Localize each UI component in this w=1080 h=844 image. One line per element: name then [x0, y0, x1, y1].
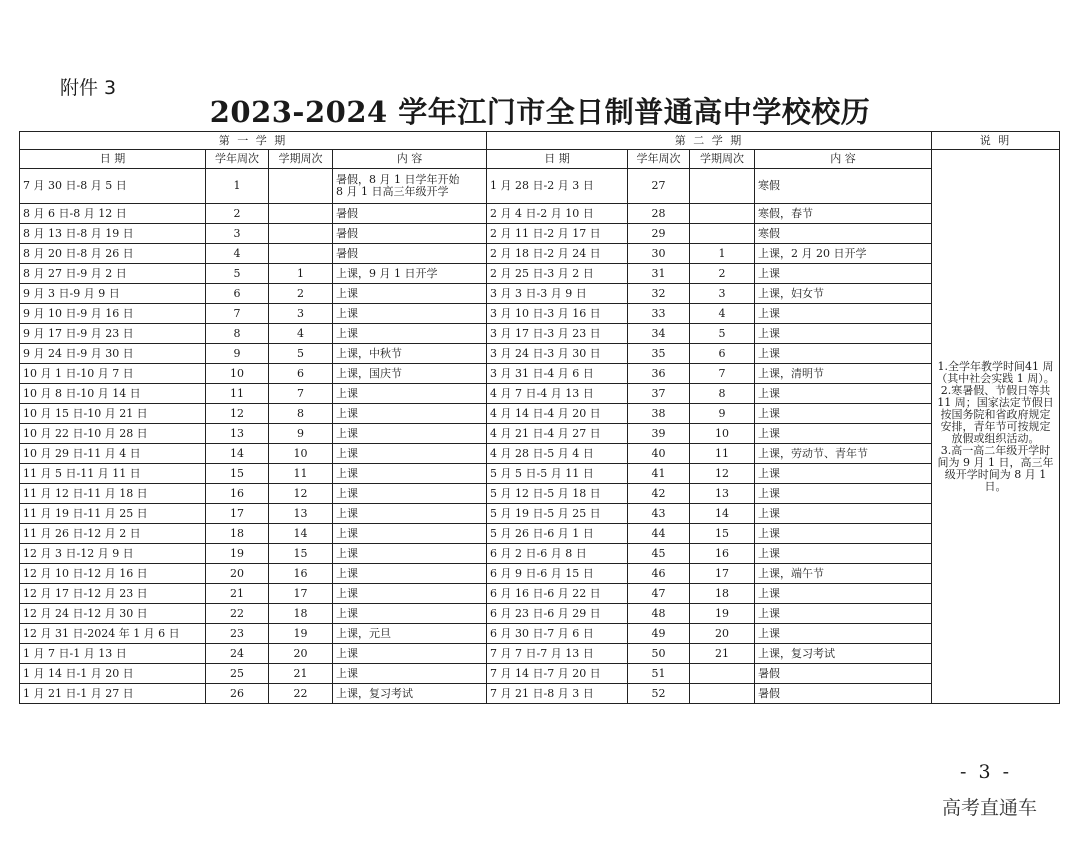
cell-year-week-2: 42	[628, 484, 690, 504]
cell-term-week-1: 14	[269, 524, 333, 544]
cell-date-2: 2 月 18 日-2 月 24 日	[487, 244, 628, 264]
cell-date-2: 3 月 3 日-3 月 9 日	[487, 284, 628, 304]
semester2-header: 第 二 学 期	[487, 132, 932, 150]
cell-year-week-2: 52	[628, 684, 690, 704]
cell-term-week-2: 15	[690, 524, 755, 544]
notes-header: 说 明	[932, 132, 1060, 150]
cell-year-week-2: 37	[628, 384, 690, 404]
table-row	[20, 664, 1060, 684]
cell-term-week-1: 2	[269, 284, 333, 304]
cell-content-1: 上课	[333, 544, 487, 564]
cell-term-week-2: 18	[690, 584, 755, 604]
cell-year-week-2: 34	[628, 324, 690, 344]
cell-term-week-1: 8	[269, 404, 333, 424]
cell-year-week-1: 12	[206, 404, 269, 424]
cell-year-week-2: 30	[628, 244, 690, 264]
cell-year-week-1: 19	[206, 544, 269, 564]
cell-term-week-2: 6	[690, 344, 755, 364]
table-row	[20, 224, 1060, 244]
note-1: 1.全学年教学时间41 周（其中社会实践 1 周）。	[936, 359, 1055, 385]
cell-date-1: 12 月 17 日-12 月 23 日	[20, 584, 206, 604]
table-row	[20, 364, 1060, 384]
cell-date-2: 6 月 16 日-6 月 22 日	[487, 584, 628, 604]
cell-term-week-2: 20	[690, 624, 755, 644]
cell-term-week-2: 2	[690, 264, 755, 284]
cell-term-week-2: 13	[690, 484, 755, 504]
table-row	[20, 444, 1060, 464]
cell-term-week-2	[690, 169, 755, 204]
cell-year-week-2: 39	[628, 424, 690, 444]
cell-date-1: 11 月 12 日-11 月 18 日	[20, 484, 206, 504]
table-row	[20, 344, 1060, 364]
cell-content-1: 上课	[333, 564, 487, 584]
cell-content-2: 上课	[755, 484, 932, 504]
cell-year-week-2: 31	[628, 264, 690, 284]
cell-year-week-1: 13	[206, 424, 269, 444]
cell-content-2: 上课	[755, 604, 932, 624]
cell-year-week-2: 38	[628, 404, 690, 424]
cell-year-week-1: 11	[206, 384, 269, 404]
cell-date-1: 12 月 24 日-12 月 30 日	[20, 604, 206, 624]
cell-term-week-1: 13	[269, 504, 333, 524]
col-date-2: 日 期	[487, 150, 628, 169]
cell-year-week-1: 1	[206, 169, 269, 204]
cell-year-week-2: 28	[628, 204, 690, 224]
cell-date-1: 11 月 5 日-11 月 11 日	[20, 464, 206, 484]
cell-year-week-1: 7	[206, 304, 269, 324]
cell-content-2: 上课	[755, 264, 932, 284]
cell-term-week-1	[269, 244, 333, 264]
cell-date-1: 8 月 6 日-8 月 12 日	[20, 204, 206, 224]
cell-date-2: 4 月 21 日-4 月 27 日	[487, 424, 628, 444]
cell-date-1: 12 月 10 日-12 月 16 日	[20, 564, 206, 584]
cell-content-2: 上课，劳动节、青年节	[755, 444, 932, 464]
cell-date-1: 12 月 3 日-12 月 9 日	[20, 544, 206, 564]
cell-year-week-2: 45	[628, 544, 690, 564]
page-number: - 3 -	[960, 761, 1013, 783]
cell-content-1: 上课	[333, 604, 487, 624]
cell-term-week-2	[690, 224, 755, 244]
cell-date-1: 10 月 15 日-10 月 21 日	[20, 404, 206, 424]
cell-year-week-1: 10	[206, 364, 269, 384]
cell-year-week-2: 36	[628, 364, 690, 384]
cell-year-week-2: 41	[628, 464, 690, 484]
cell-content-1: 上课	[333, 464, 487, 484]
cell-content-1: 上课	[333, 644, 487, 664]
cell-term-week-1: 7	[269, 384, 333, 404]
cell-date-2: 7 月 21 日-8 月 3 日	[487, 684, 628, 704]
cell-date-2: 1 月 28 日-2 月 3 日	[487, 169, 628, 204]
table-row	[20, 584, 1060, 604]
cell-term-week-2: 8	[690, 384, 755, 404]
cell-date-2: 7 月 14 日-7 月 20 日	[487, 664, 628, 684]
cell-content-1: 上课	[333, 404, 487, 424]
cell-date-1: 8 月 20 日-8 月 26 日	[20, 244, 206, 264]
table-row	[20, 684, 1060, 704]
cell-content-1: 上课	[333, 324, 487, 344]
cell-date-1: 11 月 19 日-11 月 25 日	[20, 504, 206, 524]
cell-content-1: 上课，复习考试	[333, 684, 487, 704]
cell-date-2: 6 月 9 日-6 月 15 日	[487, 564, 628, 584]
cell-year-week-2: 46	[628, 564, 690, 584]
cell-content-1-line-2: 8 月 1 日高三年级开学	[336, 185, 449, 198]
cell-year-week-1: 4	[206, 244, 269, 264]
cell-date-1: 10 月 29 日-11 月 4 日	[20, 444, 206, 464]
cell-content-2: 上课	[755, 584, 932, 604]
table-row	[20, 464, 1060, 484]
cell-date-2: 6 月 23 日-6 月 29 日	[487, 604, 628, 624]
cell-content-2: 上课	[755, 624, 932, 644]
cell-date-1: 1 月 21 日-1 月 27 日	[20, 684, 206, 704]
cell-content-2: 上课	[755, 384, 932, 404]
cell-term-week-1: 15	[269, 544, 333, 564]
cell-content-2: 上课，2 月 20 日开学	[755, 244, 932, 264]
cell-year-week-2: 29	[628, 224, 690, 244]
cell-date-1: 1 月 14 日-1 月 20 日	[20, 664, 206, 684]
cell-content-2: 上课	[755, 344, 932, 364]
cell-date-2: 2 月 4 日-2 月 10 日	[487, 204, 628, 224]
col-content-1: 内 容	[333, 150, 487, 169]
table-row	[20, 244, 1060, 264]
cell-date-2: 3 月 10 日-3 月 16 日	[487, 304, 628, 324]
cell-date-1: 11 月 26 日-12 月 2 日	[20, 524, 206, 544]
cell-year-week-2: 43	[628, 504, 690, 524]
cell-date-1: 1 月 7 日-1 月 13 日	[20, 644, 206, 664]
cell-date-2: 2 月 25 日-3 月 2 日	[487, 264, 628, 284]
cell-year-week-2: 47	[628, 584, 690, 604]
cell-year-week-1: 8	[206, 324, 269, 344]
cell-content-2: 上课	[755, 464, 932, 484]
col-content-2: 内 容	[755, 150, 932, 169]
cell-content-1: 上课	[333, 484, 487, 504]
cell-year-week-2: 33	[628, 304, 690, 324]
cell-content-2: 上课	[755, 404, 932, 424]
cell-term-week-2	[690, 204, 755, 224]
cell-term-week-1: 5	[269, 344, 333, 364]
cell-content-1: 上课	[333, 664, 487, 684]
cell-term-week-2: 17	[690, 564, 755, 584]
cell-date-2: 5 月 19 日-5 月 25 日	[487, 504, 628, 524]
cell-term-week-1: 3	[269, 304, 333, 324]
note-2: 2.寒暑假、节假日等共 11 周；国家法定节假日按国务院和省政府规定安排，青年节可按规定放假或组织活动。	[937, 383, 1054, 445]
cell-term-week-1: 16	[269, 564, 333, 584]
cell-year-week-2: 44	[628, 524, 690, 544]
cell-term-week-2	[690, 684, 755, 704]
cell-date-2: 6 月 30 日-7 月 6 日	[487, 624, 628, 644]
note-3: 3.高一高二年级开学时间为 9 月 1 日，高三年级开学时间为 8 月 1 日。	[937, 443, 1054, 493]
cell-date-2: 5 月 12 日-5 月 18 日	[487, 484, 628, 504]
cell-year-week-1: 17	[206, 504, 269, 524]
cell-content-1: 暑假	[333, 204, 487, 224]
cell-term-week-1: 12	[269, 484, 333, 504]
watermark: 高考直通车	[942, 797, 1038, 819]
cell-year-week-1: 25	[206, 664, 269, 684]
cell-content-2: 上课，妇女节	[755, 284, 932, 304]
cell-term-week-1: 21	[269, 664, 333, 684]
table-row	[20, 544, 1060, 564]
cell-year-week-1: 20	[206, 564, 269, 584]
cell-content-1	[333, 169, 487, 204]
cell-date-2: 4 月 14 日-4 月 20 日	[487, 404, 628, 424]
table-row	[20, 604, 1060, 624]
cell-date-1: 9 月 24 日-9 月 30 日	[20, 344, 206, 364]
cell-term-week-2: 16	[690, 544, 755, 564]
cell-term-week-2: 12	[690, 464, 755, 484]
cell-year-week-1: 5	[206, 264, 269, 284]
table-row	[20, 304, 1060, 324]
cell-year-week-2: 40	[628, 444, 690, 464]
cell-year-week-2: 27	[628, 169, 690, 204]
cell-term-week-1: 11	[269, 464, 333, 484]
cell-content-2: 寒假	[755, 224, 932, 244]
cell-date-1: 9 月 10 日-9 月 16 日	[20, 304, 206, 324]
cell-date-1: 10 月 1 日-10 月 7 日	[20, 364, 206, 384]
cell-content-2: 上课	[755, 504, 932, 524]
table-row	[20, 424, 1060, 444]
cell-date-2: 5 月 26 日-6 月 1 日	[487, 524, 628, 544]
table-row	[20, 624, 1060, 644]
cell-year-week-1: 16	[206, 484, 269, 504]
cell-content-2: 上课	[755, 544, 932, 564]
cell-content-1: 上课	[333, 384, 487, 404]
notes-cell	[932, 150, 1060, 704]
table-row	[20, 284, 1060, 304]
cell-content-2: 上课	[755, 324, 932, 344]
cell-content-2: 上课，端午节	[755, 564, 932, 584]
cell-term-week-1: 10	[269, 444, 333, 464]
cell-content-2: 上课，清明节	[755, 364, 932, 384]
cell-term-week-2: 4	[690, 304, 755, 324]
cell-year-week-1: 23	[206, 624, 269, 644]
cell-content-1: 上课	[333, 504, 487, 524]
table-row	[20, 204, 1060, 224]
cell-content-2: 暑假	[755, 684, 932, 704]
cell-year-week-2: 35	[628, 344, 690, 364]
cell-term-week-2	[690, 664, 755, 684]
header-row-semesters	[20, 132, 1060, 150]
cell-date-2: 6 月 2 日-6 月 8 日	[487, 544, 628, 564]
cell-date-2: 3 月 17 日-3 月 23 日	[487, 324, 628, 344]
cell-term-week-1	[269, 169, 333, 204]
cell-term-week-2: 11	[690, 444, 755, 464]
table-row	[20, 324, 1060, 344]
cell-term-week-2: 7	[690, 364, 755, 384]
cell-term-week-1: 19	[269, 624, 333, 644]
cell-term-week-1	[269, 224, 333, 244]
cell-content-2: 上课	[755, 424, 932, 444]
col-year-week-2: 学年周次	[628, 150, 690, 169]
cell-term-week-2: 1	[690, 244, 755, 264]
cell-term-week-1: 17	[269, 584, 333, 604]
cell-term-week-2: 3	[690, 284, 755, 304]
cell-year-week-1: 15	[206, 464, 269, 484]
col-year-week-1: 学年周次	[206, 150, 269, 169]
cell-term-week-2: 9	[690, 404, 755, 424]
cell-date-1: 7 月 30 日-8 月 5 日	[20, 169, 206, 204]
cell-term-week-1: 20	[269, 644, 333, 664]
cell-content-1: 上课	[333, 444, 487, 464]
cell-content-2: 寒假，春节	[755, 204, 932, 224]
cell-term-week-1: 9	[269, 424, 333, 444]
cell-date-1: 12 月 31 日-2024 年 1 月 6 日	[20, 624, 206, 644]
cell-date-2: 5 月 5 日-5 月 11 日	[487, 464, 628, 484]
cell-year-week-1: 18	[206, 524, 269, 544]
col-date-1: 日 期	[20, 150, 206, 169]
cell-term-week-1: 6	[269, 364, 333, 384]
cell-date-2: 3 月 31 日-4 月 6 日	[487, 364, 628, 384]
cell-term-week-2: 10	[690, 424, 755, 444]
cell-content-1: 上课	[333, 304, 487, 324]
cell-content-1: 上课	[333, 424, 487, 444]
cell-term-week-1: 18	[269, 604, 333, 624]
cell-content-1: 上课，国庆节	[333, 364, 487, 384]
cell-date-1: 8 月 13 日-8 月 19 日	[20, 224, 206, 244]
cell-term-week-1: 4	[269, 324, 333, 344]
page-title: 2023-2024 学年江门市全日制普通高中学校校历	[209, 95, 871, 129]
cell-date-1: 10 月 8 日-10 月 14 日	[20, 384, 206, 404]
cell-year-week-1: 21	[206, 584, 269, 604]
cell-year-week-2: 49	[628, 624, 690, 644]
cell-content-1: 上课，9 月 1 日开学	[333, 264, 487, 284]
cell-content-2: 寒假	[755, 169, 932, 204]
cell-date-2: 2 月 11 日-2 月 17 日	[487, 224, 628, 244]
school-calendar-table	[19, 131, 1060, 704]
cell-content-1: 暑假	[333, 244, 487, 264]
cell-content-1-line-1: 暑假，8 月 1 日学年开始	[336, 173, 460, 186]
cell-year-week-1: 22	[206, 604, 269, 624]
cell-date-1: 8 月 27 日-9 月 2 日	[20, 264, 206, 284]
table-row	[20, 644, 1060, 664]
cell-date-2: 3 月 24 日-3 月 30 日	[487, 344, 628, 364]
cell-year-week-2: 32	[628, 284, 690, 304]
header-row-columns	[20, 150, 1060, 169]
cell-date-1: 9 月 17 日-9 月 23 日	[20, 324, 206, 344]
cell-term-week-1: 1	[269, 264, 333, 284]
cell-content-1: 上课	[333, 584, 487, 604]
table-row	[20, 404, 1060, 424]
cell-content-2: 上课	[755, 524, 932, 544]
cell-content-1: 上课	[333, 524, 487, 544]
col-term-week-1: 学期周次	[269, 150, 333, 169]
table-row	[20, 264, 1060, 284]
cell-content-1: 上课	[333, 284, 487, 304]
cell-year-week-2: 50	[628, 644, 690, 664]
cell-content-2: 上课	[755, 304, 932, 324]
cell-term-week-1	[269, 204, 333, 224]
semester1-header: 第 一 学 期	[20, 132, 487, 150]
cell-term-week-2: 14	[690, 504, 755, 524]
cell-content-1: 暑假	[333, 224, 487, 244]
cell-term-week-2: 21	[690, 644, 755, 664]
attachment-label: 附件 3	[60, 77, 117, 99]
cell-year-week-2: 48	[628, 604, 690, 624]
cell-date-2: 7 月 7 日-7 月 13 日	[487, 644, 628, 664]
cell-date-2: 4 月 7 日-4 月 13 日	[487, 384, 628, 404]
table-row	[20, 504, 1060, 524]
cell-year-week-1: 24	[206, 644, 269, 664]
cell-year-week-1: 2	[206, 204, 269, 224]
cell-content-2: 上课，复习考试	[755, 644, 932, 664]
cell-year-week-1: 9	[206, 344, 269, 364]
cell-content-2: 暑假	[755, 664, 932, 684]
cell-year-week-2: 51	[628, 664, 690, 684]
cell-year-week-1: 3	[206, 224, 269, 244]
cell-date-1: 9 月 3 日-9 月 9 日	[20, 284, 206, 304]
cell-term-week-2: 5	[690, 324, 755, 344]
cell-year-week-1: 26	[206, 684, 269, 704]
cell-date-2: 4 月 28 日-5 月 4 日	[487, 444, 628, 464]
col-term-week-2: 学期周次	[690, 150, 755, 169]
cell-term-week-1: 22	[269, 684, 333, 704]
cell-date-1: 10 月 22 日-10 月 28 日	[20, 424, 206, 444]
cell-year-week-1: 6	[206, 284, 269, 304]
table-row	[20, 384, 1060, 404]
table-row	[20, 169, 1060, 204]
table-row	[20, 484, 1060, 504]
cell-content-1: 上课，中秋节	[333, 344, 487, 364]
cell-year-week-1: 14	[206, 444, 269, 464]
table-row	[20, 524, 1060, 544]
table-row	[20, 564, 1060, 584]
cell-content-1: 上课，元旦	[333, 624, 487, 644]
cell-term-week-2: 19	[690, 604, 755, 624]
